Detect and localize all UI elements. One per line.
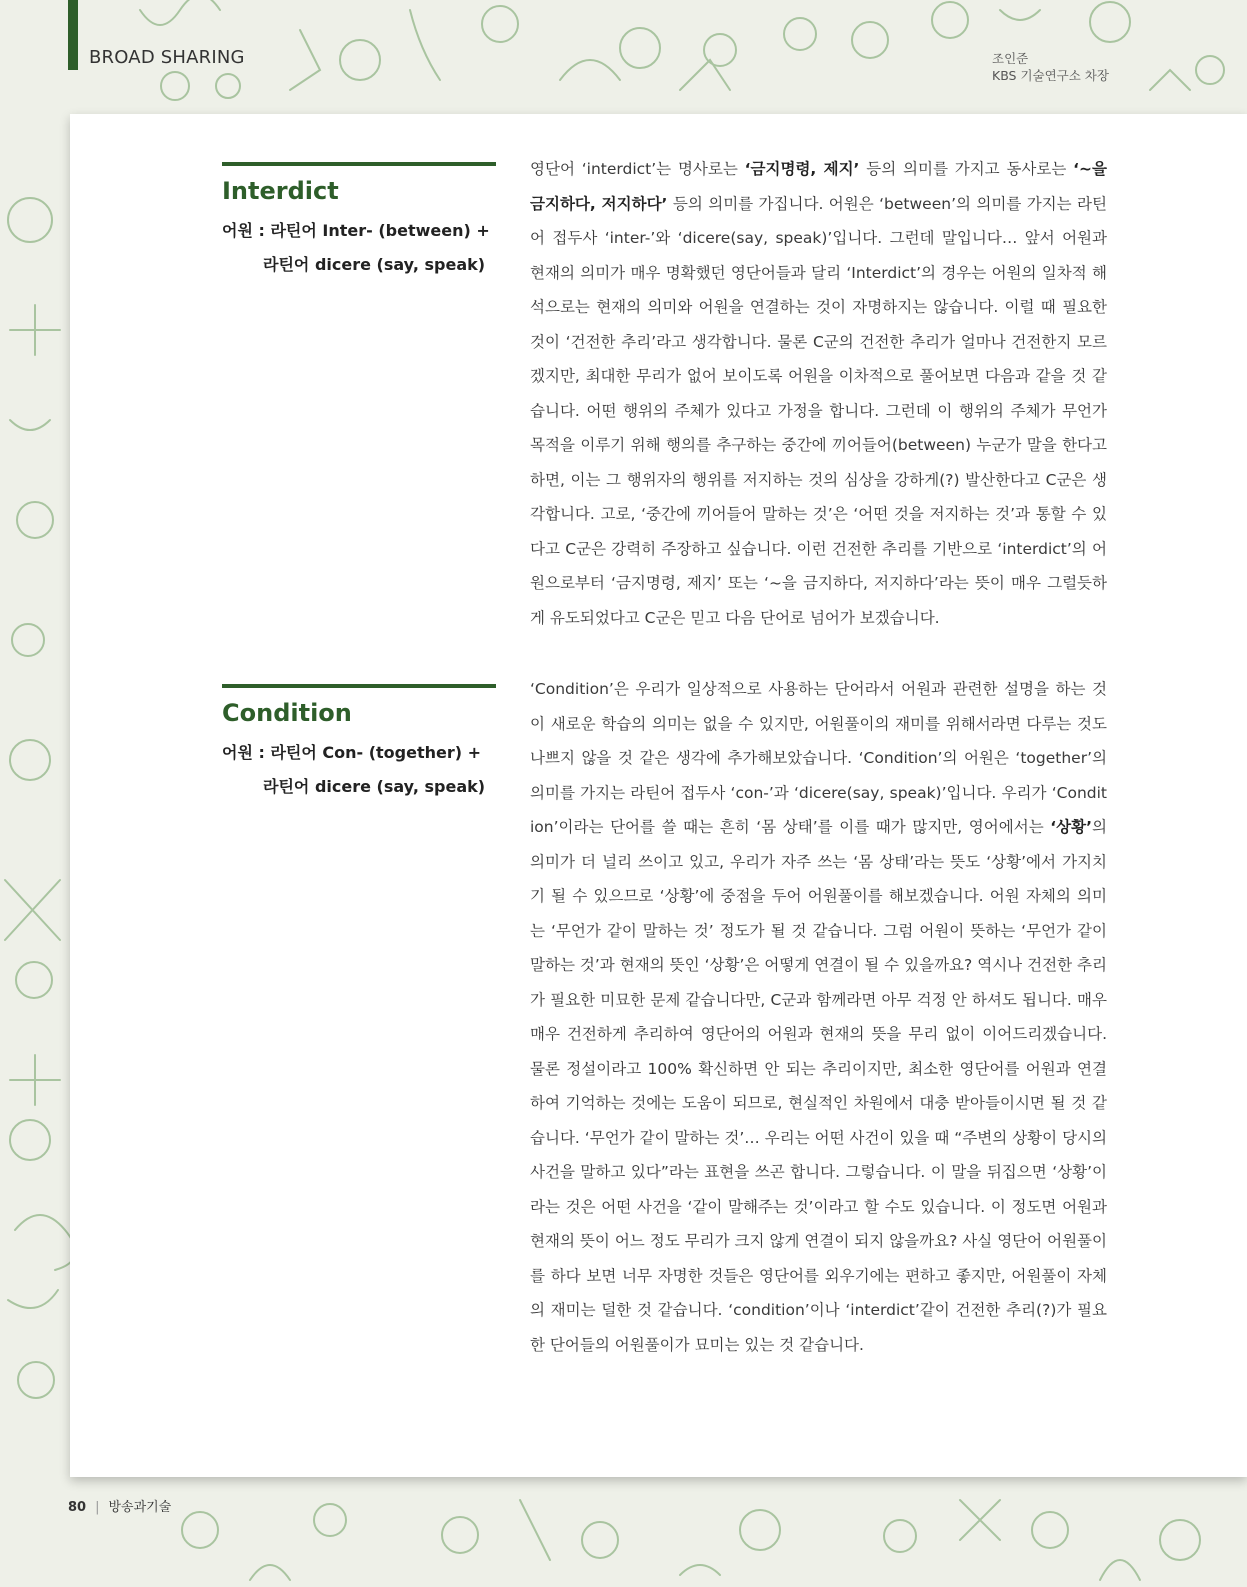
section-title: BROAD SHARING — [89, 47, 245, 68]
etymology-line2: 라틴어 dicere (say, speak) — [263, 777, 486, 796]
etymology-condition — [222, 736, 485, 804]
publication-name: 방송과기술 — [108, 1500, 172, 1515]
term-title-interdict: Interdict — [222, 177, 339, 205]
entry-paragraph-interdict: 영단어 ‘interdict’는 명사로는 ‘금지명령, 제지’ 등의 의미를 가지고 동사로는 ‘~을 금지하다, 저지하다’ 등의 의미를 가집니다. 어원은 ‘between’의 의미를 가지는 라틴어 접두사 ‘inter-’와 ‘dicere(say, speak)’입니다. 그런데 말입니다… 앞서 어원과 현재의 의미가 매우 명확했던 영단어들과 달리 ‘Interdict’의 경우는 어원의 일차적 해석으로는 현재의 의미와 어원을 연결하는 것이 자명하지는 않습니다. 이럴 때 필요한 것이 ‘건전한 추리’라고 생각합니다. 물론 C군의 건전한 추리가 얼마나 건전한지 모르겠지만, 최대한 무리가 없어 보이도록 어원을 이차적으로 풀어보면 다음과 같을 것 같습니다. 어떤 행위의 주체가 있다고 가정을 합니다. 그런데 이 행위의 주체가 무언가 목적을 이루기 위해 행의를 추구하는 중간에 끼어들어(between) 누군가 말을 한다고 하면, 이는 그 행위자의 행위를 저지하는 것의 심상을 강하게(?) 발산한다고 C군은 생각합니다. 고로, ‘중간에 끼어들어 말하는 것’은 ‘어떤 것을 저지하는 것’과 통할 수 있다고 C군은 강력히 주장하고 싶습니다. 이런 건전한 추리를 기반으로 ‘interdict’의 어원으로부터 ‘금지명령, 제지’ 또는 ‘~을 금지하다, 저지하다’라는 뜻이 매우 그럴듯하게 유도되었다고 C군은 믿고 다음 단어로 넘어가 보겠습니다. — [530, 160, 1108, 627]
author-block — [992, 50, 1109, 84]
etymology-line1: 어원 : 라틴어 Inter- (between) + — [222, 221, 490, 240]
entry-rule-condition — [222, 684, 496, 688]
author-name: 조인준 — [992, 51, 1029, 66]
entry-paragraph-condition: ‘Condition’은 우리가 일상적으로 사용하는 단어라서 어원과 관련한 설명을 하는 것이 새로운 학습의 의미는 없을 수 있지만, 어원풀이의 재미를 위해서라면 다루는 것도 나쁘지 않을 것 같은 생각에 추가해보았습니다. ‘Condition’의 어원은 ‘together’의 의미를 가지는 라틴어 접두사 ‘con-’과 ‘dicere(say, speak)’입니다. 우리가 ‘Condition’이라는 단어를 쓸 때는 흔히 ‘몸 상태’를 이를 때가 많지만, 영어에서는 ‘상황’의 의미가 더 널리 쓰이고 있고, 우리가 자주 쓰는 ‘몸 상태’라는 뜻도 ‘상황’에서 가지치기 될 수 있으므로 ‘상황’에 중점을 두어 어원풀이를 해보겠습니다. 어원 자체의 의미는 ‘무언가 같이 말하는 것’ 정도가 될 것 같습니다. 그럼 어원이 뜻하는 ‘무언가 같이 말하는 것’과 현재의 뜻인 ‘상황’은 어떻게 연결이 될 수 있을까요? 역시나 건전한 추리가 필요한 미묘한 문제 같습니다만, C군과 함께라면 아무 걱정 안 하셔도 됩니다. 매우 매우 건전하게 추리하여 영단어의 어원과 현재의 뜻을 무리 없이 이어드리겠습니다. 물론 정설이라고 100% 확신하면 안 되는 추리이지만, 최소한 영단어를 어원과 연결하여 기억하는 것에는 도움이 되므로, 현실적인 차원에서 대충 받아들이시면 될 것 같습니다. ‘무언가 같이 말하는 것’… 우리는 어떤 사건이 있을 때 “주변의 상황이 당시의 사건을 말하고 있다”라는 표현을 쓰곤 합니다. 그렇습니다. 이 말을 뒤집으면 ‘상황’이라는 것은 어떤 사건을 ‘같이 말해주는 것’이라고 할 수도 있습니다. 이 정도면 어원과 현재의 뜻이 어느 정도 무리가 크지 않게 연결이 되지 않을까요? 사실 영단어 어원풀이를 하다 보면 너무 자명한 것들은 영단어를 외우기에는 편하고 좋지만, 어원풀이 자체의 재미는 덜한 것 같습니다. ‘condition’이나 ‘interdict’같이 건전한 추리(?)가 필요한 단어들의 어원풀이가 묘미는 있는 것 같습니다. — [530, 680, 1107, 1354]
author-affiliation: KBS 기술연구소 차장 — [992, 68, 1109, 83]
term-title-condition: Condition — [222, 699, 352, 727]
header-accent-bar — [68, 0, 78, 70]
entry-rule-interdict — [222, 162, 496, 166]
page-number: 80 — [68, 1500, 87, 1515]
etymology-line1: 어원 : 라틴어 Con- (together) + — [222, 743, 482, 762]
footer-separator: | — [95, 1500, 100, 1515]
etymology-interdict — [222, 214, 490, 282]
etymology-line2: 라틴어 dicere (say, speak) — [263, 255, 486, 274]
page-footer — [68, 1496, 171, 1515]
